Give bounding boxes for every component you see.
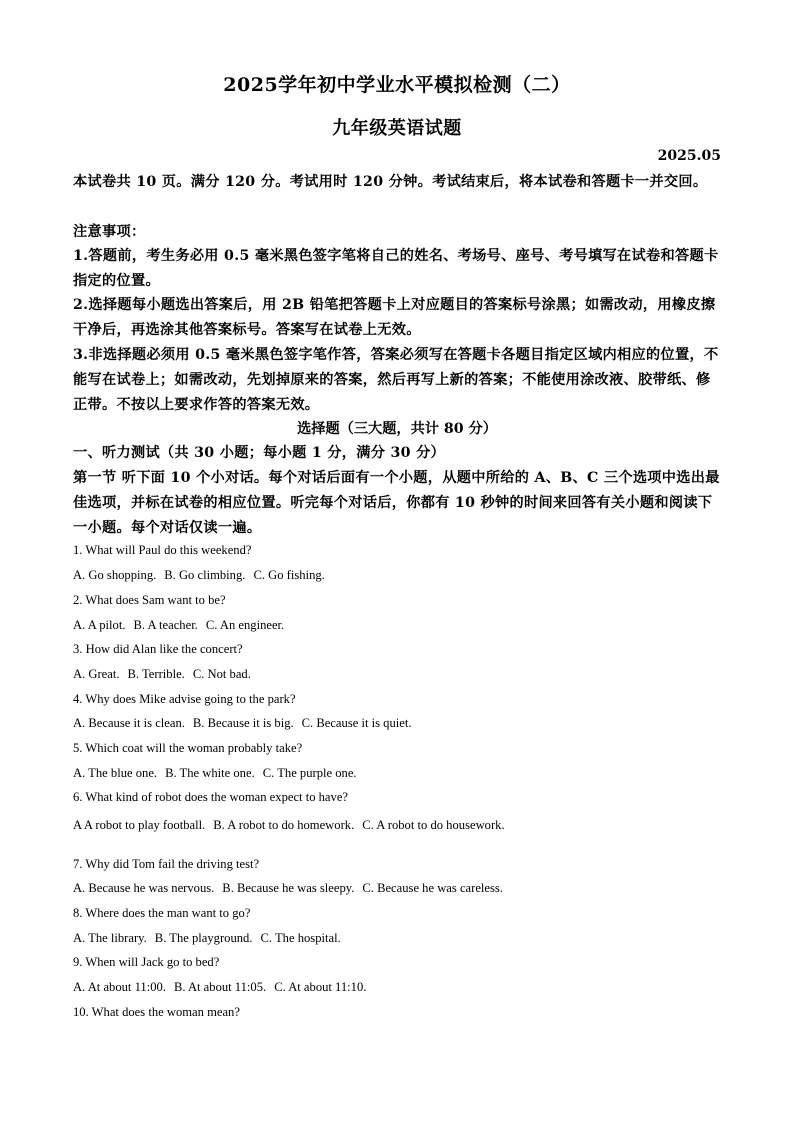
exam-subtitle: 九年级英语试题 xyxy=(332,118,462,139)
option-c: C. A robot to do housework. xyxy=(362,818,505,832)
options-6 xyxy=(73,818,753,833)
options-2 xyxy=(73,618,753,633)
exam-title: 2025学年初中学业水平模拟检测（二） xyxy=(223,74,571,96)
option-b: B. Go climbing. xyxy=(164,568,246,582)
question-2: 2. What does Sam want to be? xyxy=(73,593,226,607)
option-a: A. The library. xyxy=(73,931,147,945)
question-1: 1. What will Paul do this weekend? xyxy=(73,543,252,557)
option-a: A. A pilot. xyxy=(73,618,126,632)
option-c: C. Because it is quiet. xyxy=(301,716,412,730)
option-a: A. Because it is clean. xyxy=(73,716,185,730)
option-c: C. An engineer. xyxy=(205,618,285,632)
question-3: 3. How did Alan like the concert? xyxy=(73,642,243,656)
notice-heading: 注意事项： xyxy=(73,224,146,240)
question-10: 10. What does the woman mean? xyxy=(73,1005,240,1019)
question-9: 9. When will Jack go to bed? xyxy=(73,955,220,969)
notice-item-3: 3.非选择题必须用 0.5 毫米黑色签字笔作答，答案必须写在答题卡各题目指定区域内相应的位置，不能写在试卷上；如需改动，先划掉原来的答案，然后再写上新的答案；不能使用涂改液、胶带纸、修正带。不按以上要求作答的答案无效。 xyxy=(73,347,719,413)
option-b: B. A robot to do homework. xyxy=(213,818,355,832)
options-7 xyxy=(73,881,753,896)
part1-title: 一、听力测试（共 30 小题；每小题 1 分，满分 30 分） xyxy=(73,445,446,461)
option-c: C. Because he was careless. xyxy=(362,881,503,895)
section-header: 选择题（三大题，共计 80 分） xyxy=(297,421,497,437)
option-a: A. Go shopping. xyxy=(73,568,157,582)
option-a: A. Great. xyxy=(73,667,120,681)
option-b: B. A teacher. xyxy=(133,618,198,632)
options-8 xyxy=(73,931,753,946)
option-b: B. Terrible. xyxy=(127,667,185,681)
question-6: 6. What kind of robot does the woman expect to have? xyxy=(73,790,349,804)
option-a: A. Because he was nervous. xyxy=(73,881,215,895)
option-a: A A robot to play football. xyxy=(73,818,206,832)
question-4: 4. Why does Mike advise going to the park? xyxy=(73,692,296,706)
option-c: C. Not bad. xyxy=(192,667,251,681)
option-b: B. Because it is big. xyxy=(192,716,294,730)
question-7: 7. Why did Tom fail the driving test? xyxy=(73,857,260,871)
option-b: B. At about 11:05. xyxy=(173,980,267,994)
options-3 xyxy=(73,667,753,682)
option-c: C. Go fishing. xyxy=(253,568,325,582)
notice-item-1: 1.答题前，考生务必用 0.5 毫米黑色签字笔将自己的姓名、考场号、座号、考号填写在试卷和答题卡指定的位置。 xyxy=(73,248,719,289)
part1-instructions: 第一节 听下面 10 个小对话。每个对话后面有一个小题，从题中所给的 A、B、C 三个选项中选出最佳选项，并标在试卷的相应位置。听完每个对话后，你都有 10 秒钟的时间来回答有关小题和阅读下一小题。每个对话仅读一遍。 xyxy=(73,470,720,536)
option-b: B. The playground. xyxy=(154,931,253,945)
option-b: B. Because he was sleepy. xyxy=(222,881,355,895)
exam-date: 2025.05 xyxy=(657,148,721,164)
option-c: C. The purple one. xyxy=(262,766,357,780)
option-a: A. The blue one. xyxy=(73,766,158,780)
options-1 xyxy=(73,568,753,583)
options-5 xyxy=(73,766,753,781)
option-c: C. The hospital. xyxy=(260,931,341,945)
option-c: C. At about 11:10. xyxy=(274,980,367,994)
options-9 xyxy=(73,980,753,995)
question-5: 5. Which coat will the woman probably take? xyxy=(73,741,303,755)
intro-text: 本试卷共 10 页。满分 120 分。考试用时 120 分钟。考试结束后，将本试卷和答题卡一并交回。 xyxy=(73,174,708,190)
option-a: A. At about 11:00. xyxy=(73,980,166,994)
notice-item-2: 2.选择题每小题选出答案后，用 2B 铅笔把答题卡上对应题目的答案标号涂黑；如需改动，用橡皮擦干净后，再选涂其他答案标号。答案写在试卷上无效。 xyxy=(73,297,716,338)
option-b: B. The white one. xyxy=(165,766,255,780)
options-4 xyxy=(73,716,753,731)
question-8: 8. Where does the man want to go? xyxy=(73,906,251,920)
